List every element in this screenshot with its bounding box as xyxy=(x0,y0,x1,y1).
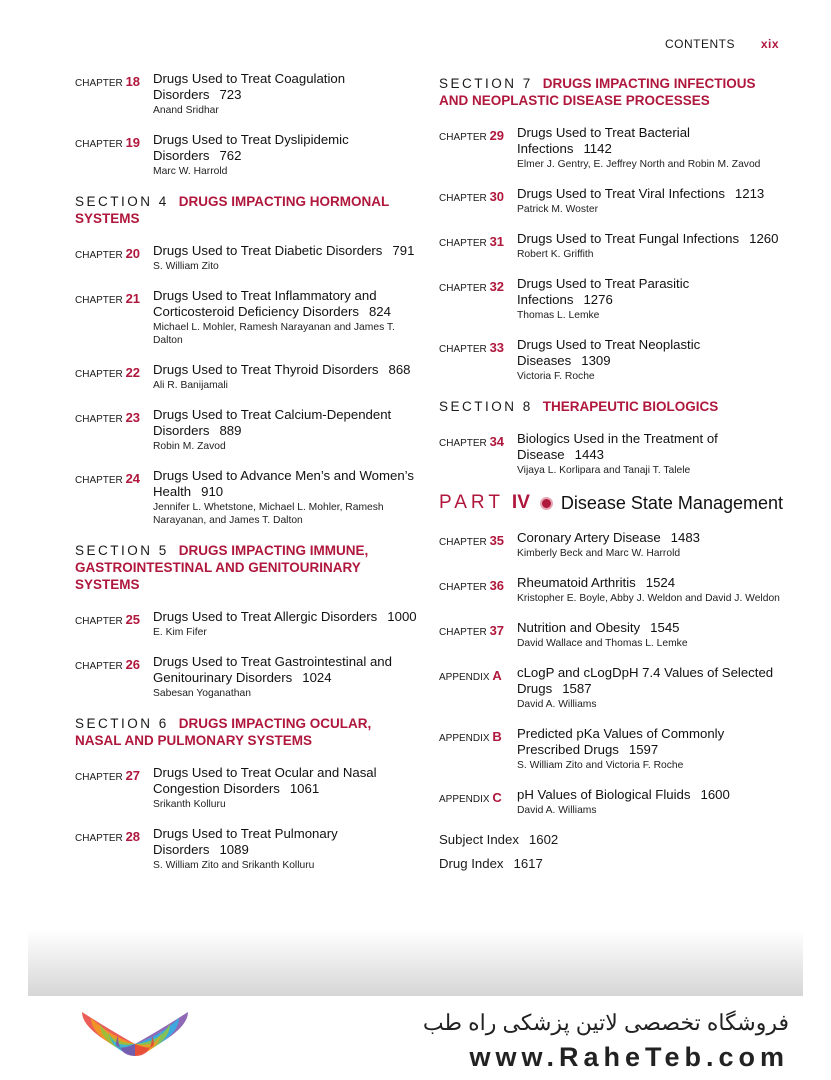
entry-page: 824 xyxy=(368,304,391,319)
entry-label xyxy=(439,620,517,650)
entry-title-text: Rheumatoid Arthritis xyxy=(517,575,636,590)
entry-body xyxy=(517,620,784,650)
entry-number: 29 xyxy=(489,128,505,143)
entry-number: 36 xyxy=(489,578,505,593)
section-title: DRUGS IMPACTING OCULAR, NASAL AND PULMONARY SYSTEMS xyxy=(75,716,372,748)
entry-label-text: CHAPTER xyxy=(75,295,126,306)
entry-page: 1587 xyxy=(562,681,592,696)
entry-label-text: CHAPTER xyxy=(75,772,126,783)
index-page: 1602 xyxy=(528,832,559,847)
entry-label xyxy=(75,654,153,700)
entry-label xyxy=(75,362,153,392)
entry-title[interactable] xyxy=(517,186,784,202)
index-entry[interactable] xyxy=(439,832,784,847)
entry-authors: S. William Zito and Srikanth Kolluru xyxy=(153,860,315,871)
toc-entry[interactable] xyxy=(75,362,420,392)
entry-authors: S. William Zito and Victoria F. Roche xyxy=(517,760,684,771)
entry-title[interactable] xyxy=(517,665,784,697)
index-title: Subject Index xyxy=(439,832,519,847)
toc-entry[interactable] xyxy=(75,243,420,273)
entry-page: 723 xyxy=(219,87,242,102)
entry-label-text: CHAPTER xyxy=(439,537,490,548)
entry-body xyxy=(517,231,784,261)
entry-title-text: Drugs Used to Treat Ocular and Nasal Congestion Disorders xyxy=(153,765,377,796)
entry-title-text: pH Values of Biological Fluids xyxy=(517,787,691,802)
toc-entry[interactable] xyxy=(75,407,420,453)
entry-title-text: Drugs Used to Treat Gastrointestinal and Genitourinary Disorders xyxy=(153,654,392,685)
entry-body xyxy=(517,575,784,605)
entry-title[interactable] xyxy=(153,362,420,378)
entry-page: 1260 xyxy=(749,231,779,246)
entry-authors: Jennifer L. Whetstone, Michael L. Mohler, Ramesh Narayanan, and James T. Dalton xyxy=(153,502,384,526)
running-head xyxy=(665,37,779,51)
toc-entry[interactable] xyxy=(439,787,784,817)
entry-title[interactable] xyxy=(517,575,784,591)
entry-label-text: CHAPTER xyxy=(75,616,126,627)
entry-title[interactable] xyxy=(517,431,784,463)
entry-label-text: CHAPTER xyxy=(439,627,490,638)
entry-body xyxy=(153,826,420,872)
entry-authors: Kristopher E. Boyle, Abby J. Weldon and David J. Weldon xyxy=(517,593,780,604)
entry-number: 20 xyxy=(125,246,141,261)
entry-title[interactable] xyxy=(517,787,784,803)
section-heading[interactable] xyxy=(439,75,784,109)
toc-entry[interactable] xyxy=(75,132,420,178)
entry-title-text: Drugs Used to Advance Men’s and Women’s Health xyxy=(153,468,414,499)
entry-number: 30 xyxy=(489,189,505,204)
entry-label xyxy=(75,826,153,872)
bullet-dot-icon xyxy=(540,497,553,510)
entry-title[interactable] xyxy=(153,132,420,164)
toc-entry[interactable] xyxy=(439,726,784,772)
toc-entry[interactable] xyxy=(75,765,420,811)
page-bottom-shadow xyxy=(28,930,803,996)
entry-body xyxy=(153,468,420,527)
entry-label-text: APPENDIX xyxy=(439,794,493,805)
entry-authors: David A. Williams xyxy=(517,805,597,816)
entry-authors: Kimberly Beck and Marc W. Harrold xyxy=(517,548,681,559)
section-label: SECTION 7 xyxy=(439,76,533,91)
entry-title-text: Drugs Used to Treat Pulmonary Disorders xyxy=(153,826,338,857)
entry-title-text: Drugs Used to Treat Viral Infections xyxy=(517,186,725,201)
entry-page: 1061 xyxy=(289,781,320,796)
toc-entry[interactable] xyxy=(439,431,784,477)
entry-label xyxy=(75,609,153,639)
entry-number: 34 xyxy=(489,434,505,449)
entry-title-text: Coronary Artery Disease xyxy=(517,530,661,545)
index-page: 1617 xyxy=(513,856,543,871)
entry-authors: David A. Williams xyxy=(517,699,597,710)
toc-entry[interactable] xyxy=(439,186,784,216)
entry-number: 21 xyxy=(125,291,141,306)
entry-label xyxy=(75,243,153,273)
entry-label-text: CHAPTER xyxy=(439,438,490,449)
entry-authors: Patrick M. Woster xyxy=(517,204,599,215)
entry-label-text: CHAPTER xyxy=(439,238,490,249)
entry-number: 33 xyxy=(489,340,505,355)
entry-title[interactable] xyxy=(153,71,420,103)
entry-title-text: Drugs Used to Treat Fungal Infections xyxy=(517,231,740,246)
entry-page: 1483 xyxy=(670,530,700,545)
toc-entry[interactable] xyxy=(75,609,420,639)
section-label: SECTION 4 xyxy=(75,194,169,209)
toc-left-column xyxy=(75,71,420,887)
entry-label xyxy=(439,665,517,711)
entry-body xyxy=(153,362,420,392)
entry-number: 31 xyxy=(489,234,505,249)
entry-page: 1142 xyxy=(583,141,612,156)
section-label: SECTION 6 xyxy=(75,716,169,731)
entry-label xyxy=(75,71,153,117)
entry-body xyxy=(517,787,784,817)
entry-authors: David Wallace and Thomas L. Lemke xyxy=(517,638,688,649)
index-entry[interactable] xyxy=(439,856,784,871)
entry-page: 762 xyxy=(219,148,242,163)
entry-title[interactable] xyxy=(153,765,420,797)
watermark-persian-text: فروشگاه تخصصی لاتین پزشکی راه طب xyxy=(422,1010,789,1035)
entry-authors: Robin M. Zavod xyxy=(153,441,226,452)
entry-label xyxy=(439,337,517,383)
entry-body xyxy=(153,609,420,639)
toc-right-column xyxy=(439,71,784,880)
entry-label xyxy=(75,288,153,347)
entry-label-text: CHAPTER xyxy=(439,193,490,204)
toc-entry[interactable] xyxy=(439,665,784,711)
running-head-label: CONTENTS xyxy=(664,37,735,51)
entry-body xyxy=(153,765,420,811)
entry-title-text: Drugs Used to Treat Thyroid Disorders xyxy=(153,362,379,377)
entry-title-text: Drugs Used to Treat Coagulation Disorders xyxy=(153,71,346,102)
section-heading[interactable] xyxy=(75,193,420,227)
entry-title-text: Drugs Used to Treat Allergic Disorders xyxy=(153,609,378,624)
section-title: DRUGS IMPACTING INFECTIOUS AND NEOPLASTIC DISEASE PROCESSES xyxy=(439,76,756,108)
entry-body xyxy=(517,276,784,322)
entry-label xyxy=(439,726,517,772)
watermark-website: www.RaheTeb.com xyxy=(469,1042,789,1072)
entry-page: 1024 xyxy=(302,670,332,685)
entry-label xyxy=(75,132,153,178)
entry-label xyxy=(439,575,517,605)
entry-page: 1309 xyxy=(581,353,611,368)
entry-title[interactable] xyxy=(517,620,784,636)
entry-label-text: CHAPTER xyxy=(439,283,490,294)
entry-title[interactable] xyxy=(517,337,784,369)
part-heading[interactable] xyxy=(439,492,784,514)
entry-page: 1089 xyxy=(219,842,249,857)
entry-authors: Vijaya L. Korlipara and Tanaji T. Talele xyxy=(517,465,691,476)
entry-body xyxy=(517,337,784,383)
section-label: SECTION 5 xyxy=(75,543,169,558)
toc-entry[interactable] xyxy=(75,288,420,347)
entry-label xyxy=(439,186,517,216)
entry-page: 791 xyxy=(392,243,415,258)
entry-page: 1213 xyxy=(734,186,765,201)
entry-title[interactable] xyxy=(153,407,420,439)
entry-number: 23 xyxy=(125,410,141,425)
entry-label-text: CHAPTER xyxy=(439,582,490,593)
entry-title-text: cLogP and cLogDpH 7.4 Values of Selected Drugs xyxy=(517,665,774,696)
entry-authors: Michael L. Mohler, Ramesh Narayanan and James T. Dalton xyxy=(153,322,395,346)
entry-body xyxy=(517,186,784,216)
entry-title-text: Drugs Used to Treat Inflammatory and Corticosteroid Deficiency Disorders xyxy=(153,288,377,319)
entry-number: 26 xyxy=(125,657,141,672)
entry-label-text: CHAPTER xyxy=(75,250,126,261)
entry-label-text: CHAPTER xyxy=(75,475,126,486)
entry-label-text: CHAPTER xyxy=(75,78,126,89)
entry-authors: S. William Zito xyxy=(153,261,219,272)
entry-title[interactable] xyxy=(517,276,784,308)
entry-body xyxy=(517,431,784,477)
entry-number: 22 xyxy=(125,365,141,380)
entry-label-text: CHAPTER xyxy=(439,344,490,355)
entry-label xyxy=(439,530,517,560)
toc-entry[interactable] xyxy=(439,276,784,322)
entry-number: 27 xyxy=(125,768,141,783)
entry-number: 32 xyxy=(489,279,505,294)
entry-authors: Thomas L. Lemke xyxy=(517,310,600,321)
entry-page: 1597 xyxy=(628,742,659,757)
entry-title[interactable] xyxy=(153,243,420,259)
entry-authors: Anand Sridhar xyxy=(153,105,219,116)
entry-label-text: CHAPTER xyxy=(75,414,126,425)
toc-entry[interactable] xyxy=(439,530,784,560)
entry-title-text: Drugs Used to Treat Parasitic Infections xyxy=(517,276,690,307)
entry-page: 910 xyxy=(201,484,224,499)
entry-number: 35 xyxy=(489,533,505,548)
entry-page: 1443 xyxy=(574,447,604,462)
watermark-banner xyxy=(0,996,831,1080)
entry-body xyxy=(153,243,420,273)
section-heading[interactable] xyxy=(439,398,784,415)
part-title: Disease State Management xyxy=(560,492,784,513)
part-label: PART xyxy=(439,492,504,513)
entry-label xyxy=(439,787,517,817)
entry-authors: Elmer J. Gentry, E. Jeffrey North and Robin M. Zavod xyxy=(517,159,761,170)
toc-entry[interactable] xyxy=(439,337,784,383)
part-number: IV xyxy=(511,492,530,513)
section-title: DRUGS IMPACTING HORMONAL SYSTEMS xyxy=(75,194,390,226)
entry-authors: Sabesan Yoganathan xyxy=(153,688,251,699)
entry-label-text: CHAPTER xyxy=(439,132,490,143)
entry-body xyxy=(153,71,420,117)
entry-label-text: CHAPTER xyxy=(75,833,126,844)
section-title: THERAPEUTIC BIOLOGICS xyxy=(542,399,719,414)
entry-authors: E. Kim Fifer xyxy=(153,627,207,638)
entry-title-text: Nutrition and Obesity xyxy=(517,620,641,635)
entry-label xyxy=(75,407,153,453)
entry-number: 24 xyxy=(125,471,141,486)
entry-title[interactable] xyxy=(153,654,420,686)
entry-title-text: Drugs Used to Treat Calcium-Dependent Disorders xyxy=(153,407,392,438)
section-heading[interactable] xyxy=(75,715,420,749)
entry-label-text: CHAPTER xyxy=(75,139,126,150)
toc-entry[interactable] xyxy=(439,231,784,261)
section-label: SECTION 8 xyxy=(439,399,533,414)
entry-label-text: CHAPTER xyxy=(75,661,126,672)
entry-label xyxy=(439,276,517,322)
entry-number: C xyxy=(492,790,502,805)
entry-title-text: Predicted pKa Values of Commonly Prescribed Drugs xyxy=(517,726,725,757)
entry-body xyxy=(517,665,784,711)
index-title: Drug Index xyxy=(439,856,504,871)
entry-title-text: Biologics Used in the Treatment of Disease xyxy=(517,431,718,462)
toc-entry[interactable] xyxy=(75,71,420,117)
toc-entry[interactable] xyxy=(75,468,420,527)
entry-body xyxy=(517,125,784,171)
entry-label-text: APPENDIX xyxy=(439,672,493,683)
entry-label xyxy=(75,468,153,527)
entry-title[interactable] xyxy=(517,231,784,247)
toc-entry[interactable] xyxy=(75,654,420,700)
entry-label xyxy=(439,231,517,261)
entry-body xyxy=(517,726,784,772)
toc-entry[interactable] xyxy=(439,620,784,650)
entry-title[interactable] xyxy=(153,826,420,858)
entry-authors: Marc W. Harrold xyxy=(153,166,228,177)
toc-entry[interactable] xyxy=(439,575,784,605)
section-title: DRUGS IMPACTING IMMUNE, GASTROINTESTINAL AND GENITOURINARY SYSTEMS xyxy=(75,543,369,592)
entry-title-text: Drugs Used to Treat Dyslipidemic Disorders xyxy=(153,132,349,163)
entry-number: B xyxy=(492,729,502,744)
entry-title-text: Drugs Used to Treat Neoplastic Diseases xyxy=(517,337,701,368)
page-number: xix xyxy=(760,37,779,51)
entry-body xyxy=(153,288,420,347)
book-logo-icon xyxy=(70,1004,200,1064)
entry-title-text: Drugs Used to Treat Diabetic Disorders xyxy=(153,243,383,258)
entry-title[interactable] xyxy=(517,530,784,546)
toc-entry[interactable] xyxy=(75,826,420,872)
entry-body xyxy=(517,530,784,560)
entry-number: A xyxy=(492,668,502,683)
entry-number: 37 xyxy=(489,623,505,638)
section-heading[interactable] xyxy=(75,542,420,593)
entry-page: 1545 xyxy=(650,620,680,635)
entry-title-text: Drugs Used to Treat Bacterial Infections xyxy=(517,125,690,156)
entry-title[interactable] xyxy=(517,125,784,157)
entry-page: 1600 xyxy=(700,787,730,802)
toc-entry[interactable] xyxy=(439,125,784,171)
entry-page: 1000 xyxy=(387,609,417,624)
entry-label xyxy=(439,431,517,477)
entry-label xyxy=(75,765,153,811)
entry-label-text: APPENDIX xyxy=(439,733,493,744)
entry-page: 889 xyxy=(219,423,242,438)
entry-body xyxy=(153,654,420,700)
entry-body xyxy=(153,132,420,178)
entry-page: 1524 xyxy=(645,575,676,590)
entry-page: 1276 xyxy=(583,292,613,307)
entry-number: 18 xyxy=(125,74,141,89)
entry-label-text: CHAPTER xyxy=(75,369,126,380)
entry-page: 868 xyxy=(388,362,411,377)
entry-authors: Ali R. Banijamali xyxy=(153,380,228,391)
entry-title[interactable] xyxy=(517,726,784,758)
entry-body xyxy=(153,407,420,453)
entry-authors: Victoria F. Roche xyxy=(517,371,595,382)
entry-number: 28 xyxy=(125,829,141,844)
entry-number: 25 xyxy=(125,612,141,627)
entry-authors: Srikanth Kolluru xyxy=(153,799,226,810)
entry-label xyxy=(439,125,517,171)
entry-title[interactable] xyxy=(153,609,420,625)
entry-title[interactable] xyxy=(153,468,420,500)
entry-title[interactable] xyxy=(153,288,420,320)
entry-authors: Robert K. Griffith xyxy=(517,249,594,260)
entry-number: 19 xyxy=(125,135,141,150)
